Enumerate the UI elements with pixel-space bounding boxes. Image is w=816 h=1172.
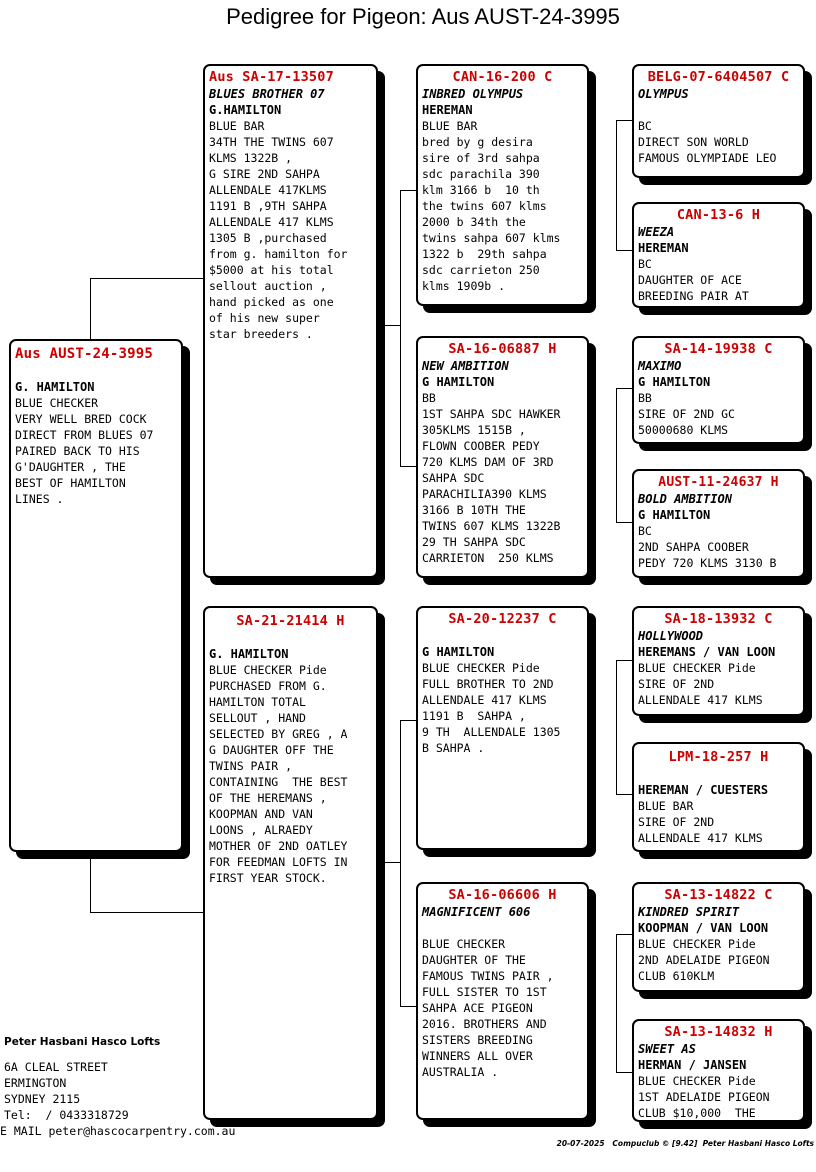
pigeon-name: NEW AMBITION bbox=[422, 359, 509, 373]
breeder-name: HEREMAN bbox=[638, 241, 689, 255]
ring-number: SA-20-12237 C bbox=[448, 611, 557, 627]
pigeon-name: INBRED OLYMPUS bbox=[422, 87, 524, 101]
connector bbox=[90, 278, 204, 279]
ring-number: SA-21-21414 H bbox=[236, 613, 345, 629]
connector bbox=[616, 660, 617, 794]
connector bbox=[616, 388, 617, 522]
sire-sire-card[interactable] bbox=[416, 64, 589, 306]
detail-line: G SIRE 2ND SAHPA bbox=[209, 167, 320, 181]
connector bbox=[400, 466, 417, 467]
detail-line: ALLENDALE 417 KLMS bbox=[638, 693, 763, 707]
detail-line: BEST OF HAMILTON bbox=[15, 476, 126, 490]
detail-line: klms 1909b . bbox=[422, 279, 506, 293]
detail-line: WINNERS ALL OVER bbox=[422, 1049, 533, 1063]
connector bbox=[90, 852, 91, 912]
detail-line: BLUE BAR bbox=[638, 799, 694, 813]
detail-line: sdc parachila 390 bbox=[422, 167, 540, 181]
detail-line: TWINS PAIR , bbox=[209, 759, 293, 773]
detail-line: BLUE CHECKER Pide bbox=[422, 661, 540, 675]
connector bbox=[616, 794, 633, 795]
detail-line: G'DAUGHTER , THE bbox=[15, 460, 126, 474]
ring-number: SA-18-13932 C bbox=[664, 611, 773, 627]
detail-line: BREEDING PAIR AT bbox=[638, 289, 749, 303]
detail-line: BLUE CHECKER Pide bbox=[638, 937, 756, 951]
ring-number: Aus AUST-24-3995 bbox=[15, 346, 154, 362]
ring-number: BELG-07-6404507 C bbox=[647, 69, 790, 85]
connector bbox=[90, 278, 91, 340]
ring-number: SA-13-14822 C bbox=[664, 887, 773, 903]
address-line: ERMINGTON bbox=[4, 1076, 67, 1090]
connector bbox=[384, 325, 401, 326]
connector bbox=[384, 862, 401, 863]
breeder-name: HERMAN / JANSEN bbox=[638, 1058, 747, 1072]
connector bbox=[616, 522, 633, 523]
detail-line: SISTERS BREEDING bbox=[422, 1033, 533, 1047]
detail-line: SIRE OF 2ND GC bbox=[638, 407, 735, 421]
detail-line: KLMS 1322B , bbox=[209, 151, 293, 165]
detail-line: PURCHASED FROM G. bbox=[209, 679, 327, 693]
connector bbox=[616, 934, 633, 935]
sire-dam-card[interactable] bbox=[416, 336, 589, 578]
detail-line: BLUE CHECKER Pide bbox=[638, 1074, 756, 1088]
breeder-name: G.HAMILTON bbox=[209, 103, 282, 117]
ss-sire-card[interactable] bbox=[632, 64, 805, 178]
detail-line: SAHPA SDC bbox=[422, 471, 485, 485]
detail-line: 50000680 KLMS bbox=[638, 423, 729, 437]
detail-line: BLUE BAR bbox=[209, 119, 265, 133]
detail-line: BLUE BAR bbox=[422, 119, 478, 133]
connector bbox=[616, 660, 633, 661]
detail-line: CLUB 610KLM bbox=[638, 969, 715, 983]
detail-line: ALLENDALE 417 KLMS bbox=[638, 831, 763, 845]
detail-line: 34TH THE TWINS 607 bbox=[209, 135, 334, 149]
breeder-name: G HAMILTON bbox=[638, 375, 711, 389]
sire-card[interactable] bbox=[203, 64, 378, 578]
detail-line: 1ST SAHPA SDC HAWKER bbox=[422, 407, 561, 421]
detail-line: KOOPMAN AND VAN bbox=[209, 807, 313, 821]
breeder-name: G HAMILTON bbox=[638, 508, 711, 522]
connector bbox=[616, 250, 633, 251]
ring-number: SA-13-14832 H bbox=[664, 1024, 773, 1040]
detail-line: CONTAINING THE BEST bbox=[209, 775, 348, 789]
detail-line: DIRECT SON WORLD bbox=[638, 135, 749, 149]
detail-line: 1305 B ,purchased bbox=[209, 231, 327, 245]
breeder-name: G HAMILTON bbox=[422, 375, 495, 389]
detail-line: 1191 B SAHPA , bbox=[422, 709, 526, 723]
detail-line: bred by g desira bbox=[422, 135, 533, 149]
detail-line: MOTHER OF 2ND OATLEY bbox=[209, 839, 348, 853]
breeder-name: G. HAMILTON bbox=[15, 380, 95, 394]
address-line: SYDNEY 2115 bbox=[4, 1092, 81, 1106]
detail-line: sdc carrieton 250 bbox=[422, 263, 540, 277]
detail-line: the twins 607 klms bbox=[422, 199, 547, 213]
ss-dam-card[interactable] bbox=[632, 202, 805, 308]
detail-line: from g. hamilton for bbox=[209, 247, 348, 261]
pigeon-name: OLYMPUS bbox=[638, 87, 689, 101]
detail-line: 1191 B ,9TH SAHPA bbox=[209, 199, 327, 213]
detail-line: PAIRED BACK TO HIS bbox=[15, 444, 140, 458]
connector bbox=[616, 1072, 633, 1073]
detail-line: TWINS 607 KLMS 1322B bbox=[422, 519, 561, 533]
detail-line: FOR FEEDMAN LOFTS IN bbox=[209, 855, 348, 869]
breeder-name: G HAMILTON bbox=[422, 645, 495, 659]
detail-line: $5000 at his total bbox=[209, 263, 334, 277]
detail-line: 9 TH ALLENDALE 1305 bbox=[422, 725, 561, 739]
subject-card[interactable] bbox=[9, 339, 183, 852]
detail-line: LOONS , ALRAEDY bbox=[209, 823, 313, 837]
detail-line: klm 3166 b 10 th bbox=[422, 183, 540, 197]
pigeon-name: KINDRED SPIRIT bbox=[638, 905, 740, 919]
pigeon-name: SWEET AS bbox=[638, 1042, 696, 1056]
pigeon-name: WEEZA bbox=[638, 225, 675, 239]
detail-line: FIRST YEAR STOCK. bbox=[209, 871, 327, 885]
owner-details bbox=[4, 1034, 160, 1123]
detail-line: 720 KLMS DAM OF 3RD bbox=[422, 455, 554, 469]
address-line: 6A CLEAL STREET bbox=[4, 1060, 108, 1074]
detail-line: BC bbox=[638, 524, 652, 538]
lofts-name: Peter Hasbani Hasco Lofts bbox=[4, 1036, 161, 1048]
ring-number: Aus SA-17-13507 bbox=[209, 69, 334, 85]
connector bbox=[400, 190, 417, 191]
detail-line: HAMILTON TOTAL bbox=[209, 695, 306, 709]
detail-line: BLUE CHECKER bbox=[422, 937, 506, 951]
connector bbox=[616, 120, 617, 250]
detail-line: BLUE CHECKER Pide bbox=[209, 663, 327, 677]
detail-line: FULL SISTER TO 1ST bbox=[422, 985, 547, 999]
detail-line: ALLENDALE 417KLMS bbox=[209, 183, 327, 197]
ds-dam-card[interactable] bbox=[632, 742, 805, 852]
detail-line: SIRE OF 2ND bbox=[638, 815, 715, 829]
pigeon-name: MAXIMO bbox=[638, 359, 682, 373]
breeder-name: HEREMANS / VAN LOON bbox=[638, 645, 776, 659]
sd-sire-card[interactable] bbox=[632, 336, 805, 444]
ring-number: SA-16-06606 H bbox=[448, 887, 557, 903]
dd-sire-card[interactable] bbox=[632, 882, 805, 992]
page-title: Pedigree for Pigeon: Aus AUST-24-3995 bbox=[226, 4, 620, 29]
detail-line: 3166 B 10TH THE bbox=[422, 503, 526, 517]
detail-line: BB bbox=[638, 391, 652, 405]
detail-line: G DAUGHTER OFF THE bbox=[209, 743, 334, 757]
detail-line: BLUE CHECKER Pide bbox=[638, 661, 756, 675]
detail-line: 1322 b 29th sahpa bbox=[422, 247, 547, 261]
connector bbox=[616, 388, 633, 389]
breeder-name: HEREMAN bbox=[422, 103, 473, 117]
email-line: E MAIL peter@hascocarpentry.com.au bbox=[0, 1124, 236, 1138]
detail-line: SAHPA ACE PIGEON bbox=[422, 1001, 533, 1015]
detail-line: 2ND ADELAIDE PIGEON bbox=[638, 953, 770, 967]
detail-line: hand picked as one bbox=[209, 295, 334, 309]
detail-line: PARACHILIA390 KLMS bbox=[422, 487, 547, 501]
detail-line: BC bbox=[638, 119, 652, 133]
print-info: 20-07-2025 Compuclub © [9.42] Peter Hasbani Hasco Lofts bbox=[556, 1139, 814, 1148]
detail-line: sellout auction , bbox=[209, 279, 327, 293]
ring-number: CAN-16-200 C bbox=[452, 69, 553, 85]
detail-line: CARRIETON 250 KLMS bbox=[422, 551, 554, 565]
detail-line: BLUE CHECKER bbox=[15, 396, 99, 410]
breeder-name: KOOPMAN / VAN LOON bbox=[638, 921, 769, 935]
breeder-name: G. HAMILTON bbox=[209, 647, 289, 661]
connector bbox=[400, 190, 401, 466]
breeder-name: HEREMAN / CUESTERS bbox=[638, 783, 769, 797]
pigeon-name: BLUES BROTHER 07 bbox=[209, 87, 325, 101]
detail-line: FAMOUS OLYMPIADE LEO bbox=[638, 151, 777, 165]
ring-number: SA-14-19938 C bbox=[664, 341, 773, 357]
detail-line: DAUGHTER OF ACE bbox=[638, 273, 742, 287]
detail-line: ALLENDALE 417 KLMS bbox=[422, 693, 547, 707]
detail-line: of his new super bbox=[209, 311, 320, 325]
detail-line: SELECTED BY GREG , A bbox=[209, 727, 348, 741]
dam-dam-card[interactable] bbox=[416, 882, 589, 1120]
phone-line: Tel: / 0433318729 bbox=[4, 1108, 129, 1122]
detail-line: OF THE HEREMANS , bbox=[209, 791, 327, 805]
detail-line: CLUB $10,000 THE bbox=[638, 1106, 756, 1120]
detail-line: FLOWN COOBER PEDY bbox=[422, 439, 540, 453]
connector bbox=[616, 120, 633, 121]
detail-line: B SAHPA . bbox=[422, 741, 485, 755]
connector bbox=[616, 934, 617, 1072]
detail-line: twins sahpa 607 klms bbox=[422, 231, 561, 245]
dd-dam-card[interactable] bbox=[632, 1019, 805, 1122]
ring-number: SA-16-06887 H bbox=[448, 341, 557, 357]
detail-line: VERY WELL BRED COCK bbox=[15, 412, 147, 426]
ds-sire-card[interactable] bbox=[632, 606, 805, 716]
detail-line: 2000 b 34th the bbox=[422, 215, 526, 229]
dam-sire-card[interactable] bbox=[416, 606, 589, 850]
detail-line: 1ST ADELAIDE PIGEON bbox=[638, 1090, 770, 1104]
detail-line: SELLOUT , HAND bbox=[209, 711, 306, 725]
pigeon-name: MAGNIFICENT 606 bbox=[422, 905, 531, 919]
dam-card[interactable] bbox=[203, 606, 378, 1120]
detail-line: 2016. BROTHERS AND bbox=[422, 1017, 547, 1031]
connector bbox=[400, 720, 417, 721]
sd-dam-card[interactable] bbox=[632, 469, 805, 578]
connector bbox=[400, 720, 401, 1006]
detail-line: BC bbox=[638, 257, 652, 271]
connector bbox=[400, 1006, 417, 1007]
detail-line: FAMOUS TWINS PAIR , bbox=[422, 969, 554, 983]
ring-number: LPM-18-257 H bbox=[668, 749, 769, 765]
pigeon-name: HOLLYWOOD bbox=[638, 629, 704, 643]
connector bbox=[90, 912, 204, 913]
detail-line: sire of 3rd sahpa bbox=[422, 151, 540, 165]
detail-line: 2ND SAHPA COOBER bbox=[638, 540, 749, 554]
pigeon-name: BOLD AMBITION bbox=[638, 492, 732, 506]
ring-number: AUST-11-24637 H bbox=[658, 475, 779, 490]
detail-line: ALLENDALE 417 KLMS bbox=[209, 215, 334, 229]
detail-line: SIRE OF 2ND bbox=[638, 677, 715, 691]
ring-number: CAN-13-6 H bbox=[676, 207, 761, 223]
detail-line: 29 TH SAHPA SDC bbox=[422, 535, 526, 549]
detail-line: FULL BROTHER TO 2ND bbox=[422, 677, 554, 691]
detail-line: DAUGHTER OF THE bbox=[422, 953, 526, 967]
detail-line: star breeders . bbox=[209, 327, 313, 341]
detail-line: LINES . bbox=[15, 492, 64, 506]
detail-line: PEDY 720 KLMS 3130 B bbox=[638, 556, 777, 570]
detail-line: DIRECT FROM BLUES 07 bbox=[15, 428, 154, 442]
detail-line: AUSTRALIA . bbox=[422, 1065, 499, 1079]
detail-line: 305KLMS 1515B , bbox=[422, 423, 526, 437]
detail-line: BB bbox=[422, 391, 436, 405]
